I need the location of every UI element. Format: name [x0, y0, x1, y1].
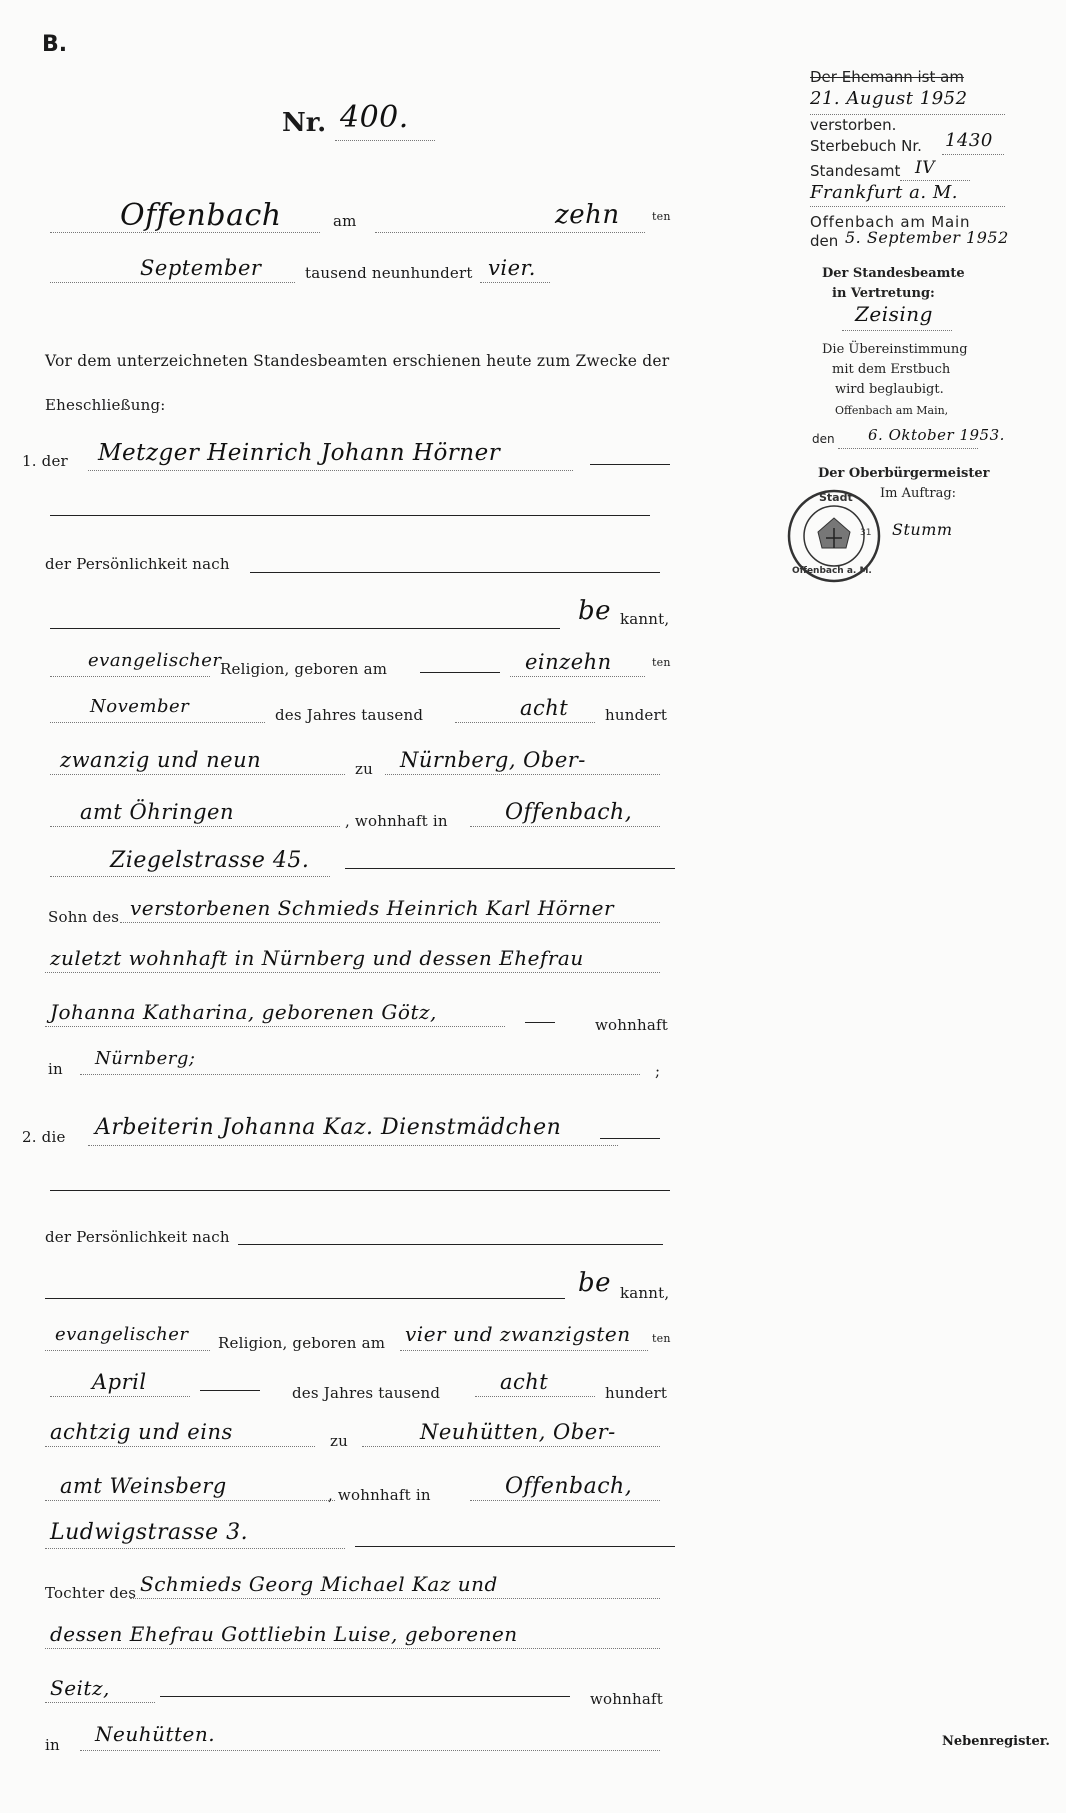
groom-mother-line: [45, 1026, 505, 1027]
bride-name-rule: [50, 1190, 670, 1191]
bride-residence: Offenbach,: [505, 1474, 633, 1499]
groom-mother-dash: [525, 1022, 555, 1023]
day-line: [375, 232, 645, 233]
groom-birth-place: Nürnberg, Ober-: [400, 748, 586, 772]
groom-religion-label: Religion, geboren am: [220, 660, 388, 678]
note-uebereinstimmung: Die Übereinstimmung: [822, 342, 968, 357]
groom-religion-line: [50, 676, 210, 677]
record-number-line: [335, 140, 435, 141]
note-den-1: den: [810, 232, 839, 250]
groom-mother: Johanna Katharina, geborenen Götz,: [50, 1000, 437, 1024]
note-death-place: Frankfurt a. M.: [810, 182, 958, 203]
groom-father-2-line: [45, 972, 660, 973]
tausend-label: tausend neunhundert: [305, 264, 473, 282]
bride-name-line: [88, 1145, 618, 1146]
record-number-value: 400.: [340, 100, 409, 135]
bride-jahres: des Jahres tausend: [292, 1384, 441, 1402]
bride-birth-place-2-line: [45, 1500, 335, 1501]
groom-be: be: [578, 596, 612, 626]
groom-street: Ziegelstrasse 45.: [110, 848, 310, 873]
note-line-1: [810, 68, 964, 86]
groom-birthday-suffix: ten: [652, 656, 671, 669]
groom-name-rule: [50, 515, 650, 516]
note-beglaubigt: wird beglaubigt.: [835, 382, 944, 397]
groom-birthday-line: [510, 676, 645, 677]
note-sterbebuch-line: [942, 154, 1004, 155]
bride-residence-line: [470, 1500, 660, 1501]
year-line: [480, 282, 550, 283]
place-value: Offenbach: [120, 198, 282, 233]
bride-religion-label: Religion, geboren am: [218, 1334, 386, 1352]
groom-parents-wohnhaft: wohnhaft: [595, 1016, 668, 1034]
note-sterbebuch: Sterbebuch Nr.: [810, 137, 922, 155]
groom-sohn: Sohn des: [48, 908, 120, 926]
note-signature-1: Zeising: [855, 302, 933, 326]
groom-birth-place-2-line: [50, 826, 340, 827]
note-standesbeamte: Der Standesbeamte: [822, 266, 965, 281]
groom-persoenlichkeit: der Persönlichkeit nach: [45, 555, 230, 573]
bride-name: Arbeiterin Johanna Kaz. Dienstmädchen: [95, 1115, 562, 1140]
note-standesamt-line: [900, 180, 970, 181]
groom-name-dash: [590, 464, 670, 465]
note-verstorben: verstorben.: [810, 116, 897, 134]
groom-be-rule: [50, 628, 560, 629]
groom-name: Metzger Heinrich Johann Hörner: [98, 440, 501, 466]
groom-parents-residence-line: [80, 1074, 640, 1075]
note-standesamt: Standesamt: [810, 162, 901, 180]
bride-kannt: kannt,: [620, 1284, 670, 1302]
note-deceased: Der Ehemann ist am: [810, 68, 964, 86]
bride-religion-line: [45, 1350, 210, 1351]
bride-name-dash: [600, 1138, 660, 1139]
official-stamp: [786, 488, 882, 584]
bride-parents-in: in: [45, 1736, 60, 1754]
bride-mother: Seitz,: [50, 1676, 110, 1700]
place-line: [50, 232, 320, 233]
bride-birthday-line: [400, 1350, 648, 1351]
bride-be-rule: [45, 1298, 565, 1299]
bride-persoenlichkeit: der Persönlichkeit nach: [45, 1228, 230, 1246]
bride-zu: zu: [330, 1432, 348, 1450]
groom-zu: zu: [355, 760, 373, 778]
record-number-label: Nr.: [282, 108, 327, 138]
bride-birth-place-line: [362, 1446, 660, 1447]
groom-birth-cent-line: [455, 722, 595, 723]
groom-birth-month: November: [90, 696, 190, 717]
groom-hundert: hundert: [605, 706, 668, 724]
note-date-1: 5. September 1952: [845, 228, 1009, 247]
groom-birth-month-line: [50, 722, 265, 723]
bride-mother-line: [45, 1702, 155, 1703]
groom-religion: evangelischer: [88, 650, 222, 671]
bride-birth-year: achtzig und eins: [50, 1420, 233, 1444]
bride-birth-place: Neuhütten, Ober-: [420, 1420, 616, 1444]
note-offenbach: Offenbach am Main: [810, 213, 971, 231]
groom-name-line: [88, 470, 573, 471]
bride-father-2: dessen Ehefrau Gottliebin Luise, geborenen: [50, 1622, 518, 1646]
stamp-top-text: Stadt: [819, 491, 853, 504]
groom-parents-in: in: [48, 1060, 63, 1078]
bride-parents-residence: Neuhütten.: [95, 1722, 216, 1746]
bride-street: Ludwigstrasse 3.: [50, 1520, 249, 1545]
am-label: am: [333, 212, 357, 230]
section-letter: B.: [42, 32, 68, 57]
groom-street-line: [50, 876, 330, 877]
groom-residence: Offenbach,: [505, 800, 633, 825]
groom-birth-place-line: [385, 774, 660, 775]
bride-wohnhaft: , wohnhaft in: [328, 1486, 431, 1504]
groom-birth-year: zwanzig und neun: [60, 748, 262, 772]
bride-hundert: hundert: [605, 1384, 668, 1402]
note-sterbebuch-nr: 1430: [945, 130, 993, 151]
note-date-2: 6. Oktober 1953.: [868, 426, 1005, 444]
note-offenbach-2: Offenbach am Main,: [835, 404, 949, 417]
bride-father-2-line: [45, 1648, 660, 1649]
groom-parents-residence: Nürnberg;: [95, 1048, 196, 1069]
note-den-2: den: [812, 432, 835, 446]
groom-persoenlichkeit-rule: [250, 572, 660, 573]
groom-father-line: [120, 922, 660, 923]
groom-number: 1. der: [22, 452, 68, 470]
month-value: September: [140, 256, 262, 280]
groom-birth-place-2: amt Öhringen: [80, 800, 234, 824]
intro-line-1: Vor dem unterzeichneten Standesbeamten erschienen heute zum Zwecke der: [45, 352, 670, 370]
bride-birth-day: vier und zwanzigsten: [405, 1322, 631, 1346]
groom-birthday-dash: [420, 672, 500, 673]
groom-birth-day: einzehn: [525, 650, 612, 674]
bride-be: be: [578, 1268, 612, 1298]
bride-father-line: [130, 1598, 660, 1599]
bride-number: 2. die: [22, 1128, 66, 1146]
day-suffix: ten: [652, 210, 671, 223]
bride-birth-cent: acht: [500, 1370, 549, 1394]
groom-kannt: kannt,: [620, 610, 670, 628]
groom-birth-year-line: [50, 774, 345, 775]
bride-parents-residence-line: [80, 1750, 660, 1751]
stamp-number: 31: [860, 528, 872, 538]
groom-semicolon: ;: [655, 1062, 661, 1080]
day-value: zehn: [555, 200, 620, 230]
note-signature-2: Stumm: [892, 520, 953, 539]
intro-line-2: Eheschließung:: [45, 396, 166, 414]
note-death-place-line: [810, 206, 1005, 207]
groom-wohnhaft: , wohnhaft in: [345, 812, 448, 830]
groom-jahres: des Jahres tausend: [275, 706, 424, 724]
bride-birth-month: April: [92, 1370, 147, 1394]
bride-street-line: [45, 1548, 345, 1549]
bride-religion: evangelischer: [55, 1324, 189, 1345]
note-death-date-line: [810, 114, 1005, 115]
groom-father: verstorbenen Schmieds Heinrich Karl Hörner: [130, 896, 615, 920]
note-date-2-line: [838, 448, 978, 449]
bride-birth-year-line: [45, 1446, 315, 1447]
bride-birth-place-2: amt Weinsberg: [60, 1474, 227, 1498]
side-register-label: Nebenregister.: [942, 1734, 1050, 1749]
bride-mother-rule: [160, 1696, 570, 1697]
bride-birth-cent-line: [475, 1396, 595, 1397]
groom-street-rule: [345, 868, 675, 869]
bride-birthday-suffix: ten: [652, 1332, 671, 1345]
note-death-date: 21. August 1952: [810, 88, 968, 109]
note-signature-1-line: [842, 330, 952, 331]
stamp-bottom-text: Offenbach a. M.: [792, 566, 872, 576]
bride-persoenlichkeit-rule: [238, 1244, 663, 1245]
groom-birth-cent: acht: [520, 696, 569, 720]
groom-father-2: zuletzt wohnhaft in Nürnberg und dessen Ehefrau: [50, 946, 584, 970]
note-oberbuergermeister: Der Oberbürgermeister: [818, 466, 990, 481]
note-erstbuch: mit dem Erstbuch: [832, 362, 951, 377]
bride-parents-wohnhaft: wohnhaft: [590, 1690, 663, 1708]
bride-street-rule: [355, 1546, 675, 1547]
year-value: vier.: [488, 256, 536, 280]
bride-birth-month-dash: [200, 1390, 260, 1391]
note-standesamt-value: IV: [915, 158, 935, 178]
bride-father: Schmieds Georg Michael Kaz und: [140, 1572, 498, 1596]
groom-residence-line: [470, 826, 660, 827]
month-line: [50, 282, 295, 283]
note-auftrag: Im Auftrag:: [880, 486, 957, 501]
bride-tochter: Tochter des: [45, 1584, 137, 1602]
note-vertretung: in Vertretung:: [832, 286, 935, 301]
bride-birth-month-line: [50, 1396, 190, 1397]
